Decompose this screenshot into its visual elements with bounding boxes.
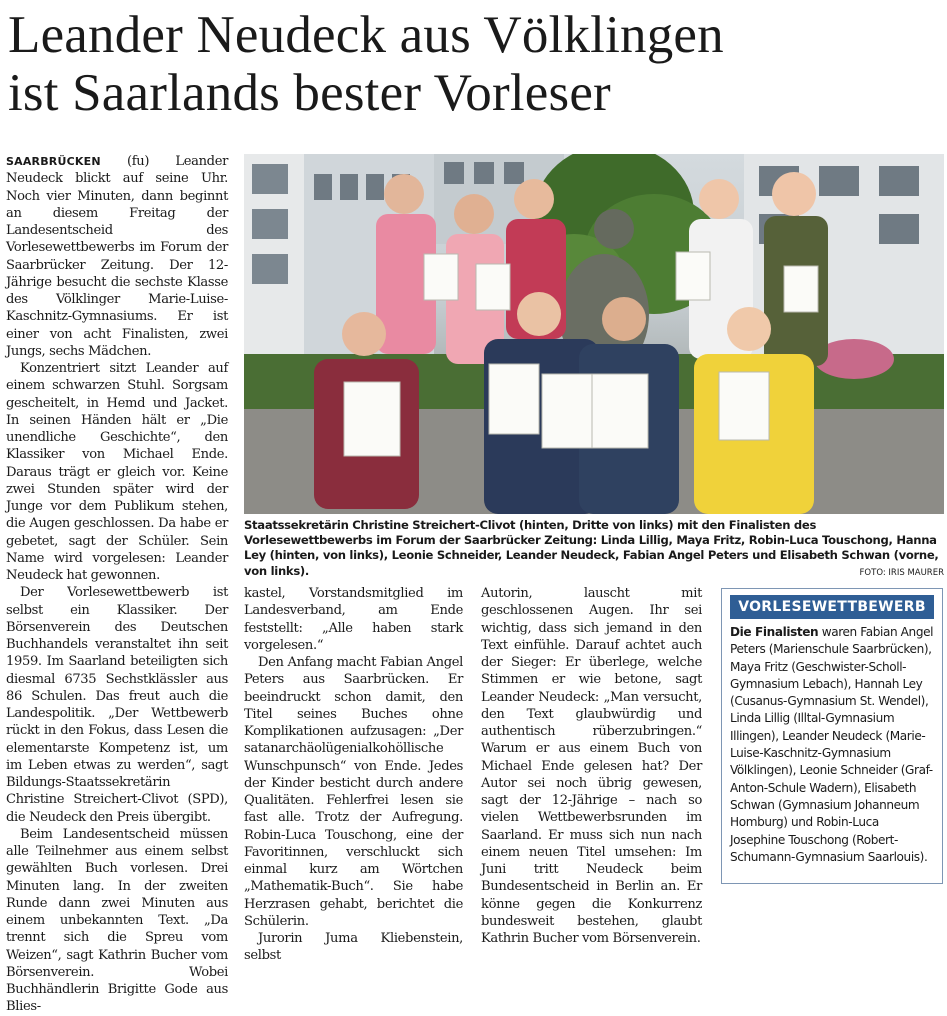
paragraph: Konzentriert sitzt Leander auf einem schwarzen Stuhl. Sorgsam gescheitelt, in Hemd und Jacket. In seinen Händen hält er „Die unendliche Geschichte“, den Klassiker von Michael Ende. Daraus trägt er gleich vor. Keine zwei Stunden später wird der Junge vor dem Publikum stehen, die Augen geschlossen. Da habe er gebetet, sagt der Schüler. Sein Name wird vorgelesen: Leander Neudeck hat gewonnen.	[6, 361, 228, 583]
paragraph: Autorin, lauscht mit geschlossenen Augen. Ihr sei wichtig, dass sich jemand in den Text einfühle. Darauf achtet auch der Sieger: Er überlege, welche Stimmen er wie betone, sagt Leander Neudeck: „Man versucht, den Text glaubwürdig und authentisch rüberzubringen.“ Warum er aus einem Buch von Michael Ende gelesen hat? Der Autor sei noch übrig gewesen, sagt der 12-Jährige – nach so vielen Wettbewerbsrunden im Saarland. Er muss sich nun nach einem neuen Titel umsehen: Im Juni tritt Neudeck beim Bundesentscheid in Berlin an. Er könne gegen die Konkurrenz bundesweit bestehen, glaubt Kathrin Bucher vom Börsenverein.	[481, 586, 702, 946]
dateline: SAARBRÜCKEN	[6, 155, 101, 168]
finalists-text: waren Fabian Angel Peters (Marienschule Saarbrücken), Maya Fritz (Geschwister-Scholl-Gymnasium Lebach), Hannah Ley (Cusanus-Gymnasium St. Wendel), Linda Lillig (Illtal-Gymnasium Illingen), Leander Neudeck (Marie-Luise-Kaschnitz-Gymnasium Völklingen), Leonie Schneider (Graf-Anton-Schule Wadern), Elisabeth Schwan (Gymnasium Johanneum Homburg) und Robin-Luca Josephine Touschong (Robert-Schumann-Gymnasium Saarlouis).	[730, 625, 934, 864]
paragraph: SAARBRÜCKEN (fu) Leander Neudeck blickt auf seine Uhr. Noch vier Minuten, dann beginnt an diesem Freitag der Landesentscheid des Vorlesewettbewerbs im Forum der Saarbrücker Zeitung. Der 12-Jährige besucht die sechste Klasse des Völklinger Marie-Luise-Kaschnitz-Gymnasiums. Er ist einer von acht Finalisten, zwei Jungs, sechs Mädchen.	[6, 154, 228, 359]
photo-illustration	[244, 154, 944, 514]
article-column-1	[6, 153, 228, 1016]
article-column-2	[244, 585, 463, 965]
paragraph: Den Anfang macht Fabian Angel Peters aus Saarbrücken. Er beeindruckt schon damit, den Titel seines Buches ohne Komplikationen aufzusagen: „Der satanarchäolügenialkohöllische Wunschpunsch“ von Ende. Jedes der Kinder besticht durch andere Qualitäten. Fehlerfrei lesen sie fast alle. Trotz der Aufregung. Robin-Luca Touschong, eine der Favoritinnen, verschluckt sich einmal kurz am Wörtchen „Mathematik-Buch“. Sie habe Herzrasen gehabt, berichtet die Schülerin.	[244, 655, 463, 929]
paragraph: Jurorin Juma Kliebenstein, selbst	[244, 931, 463, 964]
article-column-3	[481, 585, 702, 947]
headline-line-1: Leander Neudeck aus Völklingen	[8, 6, 724, 64]
photo-credit: FOTO: IRIS MAURER	[859, 567, 944, 578]
paragraph: kastel, Vorstandsmitglied im Landesverband, am Ende feststellt: „Alle haben stark vorgelesen.“	[244, 586, 463, 653]
photo-caption	[244, 518, 944, 581]
finalists-box-title: VORLESEWETTBEWERB	[730, 595, 934, 619]
headline-line-2: ist Saarlands bester Vorleser	[8, 64, 611, 122]
headline	[8, 6, 938, 122]
finalists-lead: Die Finalisten	[730, 625, 819, 639]
article-photo	[244, 154, 944, 514]
caption-text: Staatssekretärin Christine Streichert-Clivot (hinten, Dritte von links) mit den Finalisten des Vorlesewettbewerbs im Forum der Saarbrücker Zeitung: Linda Lillig, Maya Fritz, Robin-Luca Touschong, Hanna Ley (hinten, von links), Leonie Schneider, Leander Neudeck, Fabian Angel Peters und Elisabeth Schwan (vorne, von links).	[244, 518, 939, 578]
finalists-box	[721, 588, 943, 884]
finalists-box-body	[730, 624, 936, 866]
paragraph: Der Vorlesewettbewerb ist selbst ein Klassiker. Der Börsenverein des Deutschen Buchhandels veranstaltet ihn seit 1959. Im Saarland beteiligten sich diesmal 6735 Sechstklässler aus 86 Schulen. Das freut auch die Landespolitik. „Der Wettbewerb rückt in den Fokus, dass Lesen die elementarste Kompetenz ist, um im Leben etwas zu werden“, sagt Bildungs-Staatssekretärin Christine Streichert-Clivot (SPD), die Neudeck den Preis übergibt.	[6, 585, 228, 825]
paragraph: Beim Landesentscheid müssen alle Teilnehmer aus einem selbst gewählten Buch vorlesen. Drei Minuten lang. In der zweiten Runde dann zwei Minuten aus einem unbekannten Text. „Da trennt sich die Spreu vom Weizen“, sagt Kathrin Bucher vom Börsenverein. Wobei Buchhändlerin Brigitte Gode aus Blies-	[6, 826, 228, 1015]
